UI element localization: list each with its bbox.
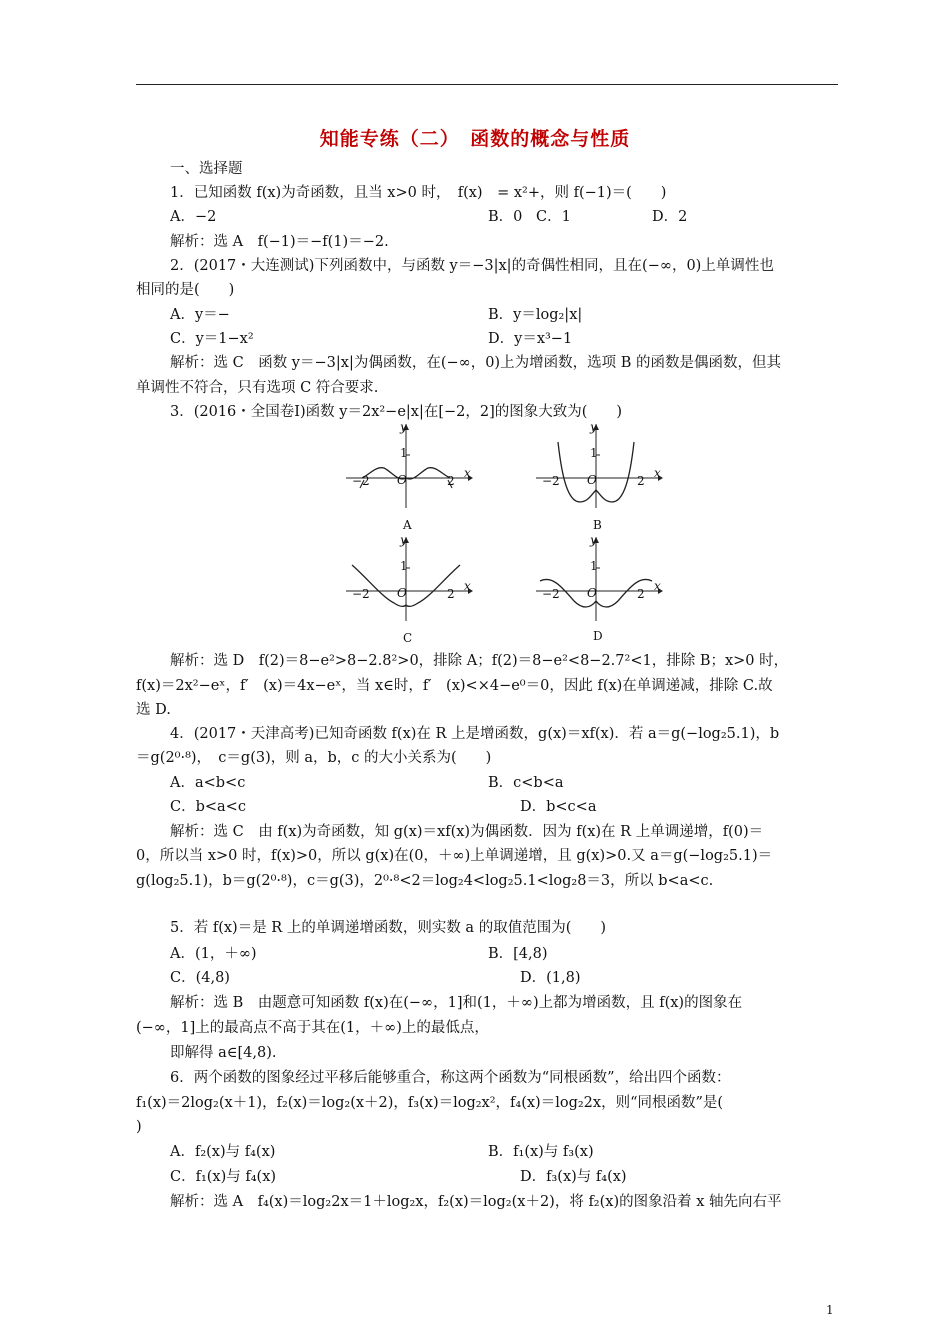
q4-answer-line1: 解析：选 C 由 f(x)为奇函数，知 g(x)＝xf(x)为偶函数．因为 f(x)在 R 上单调递增，f(0)＝ bbox=[170, 824, 764, 840]
q4-stem-line1: 4．(2017・天津高考)已知奇函数 f(x)在 R 上是增函数，g(x)＝xf(x)．若 a＝g(−log₂5.1)，b bbox=[170, 726, 780, 742]
q4-stem-line2: ＝g(2⁰·⁸)， c＝g(3)，则 a，b，c 的大小关系为( ) bbox=[136, 750, 492, 766]
graph-c bbox=[342, 533, 474, 645]
graph-b-tick-2: 2 bbox=[637, 474, 645, 488]
graph-d-y-label: y bbox=[590, 533, 597, 547]
q2-stem-line1: 2．(2017・大连测试)下列函数中，与函数 y＝−3|x|的奇偶性相同，且在(−∞，0)上单调性也 bbox=[170, 258, 774, 274]
q5-option-c: C．(4,8) bbox=[170, 970, 230, 986]
q5-answer-line2: (−∞，1]上的最高点不高于其在(1，＋∞)上的最低点， bbox=[136, 1020, 489, 1036]
graph-d-x-label: x bbox=[654, 579, 661, 593]
q4-option-b: B．c<b<a bbox=[488, 775, 564, 791]
graph-c-caption: C bbox=[403, 631, 413, 645]
q6-stem-line2: f₁(x)＝2log₂(x＋1)，f₂(x)＝log₂(x＋2)，f₃(x)＝log₂x²，f₄(x)＝log₂2x，则“同根函数”是( bbox=[136, 1095, 724, 1111]
graph-a-y-label: y bbox=[400, 420, 407, 434]
graph-b-x-label: x bbox=[654, 466, 661, 480]
q4-answer-line3: g(log₂5.1)，b＝g(2⁰·⁸)，c＝g(3)，2⁰·⁸<2＝log₂4<log₂5.1<log₂8＝3，所以 b<a<c. bbox=[136, 873, 714, 889]
q4-option-c: C．b<a<c bbox=[170, 799, 246, 815]
graph-c-origin: O bbox=[397, 586, 407, 600]
q6-stem-line1: 6．两个函数的图象经过平移后能够重合，称这两个函数为“同根函数”，给出四个函数： bbox=[170, 1070, 731, 1086]
q3-answer-line2: f(x)＝2x²−eˣ，f′ (x)＝4x−eˣ，当 x∈时，f′ (x)<×4−e⁰＝0，因此 f(x)在单调递减，排除 C.故 bbox=[136, 678, 773, 694]
q5-answer-line3: 即解得 a∈[4,8). bbox=[170, 1045, 277, 1061]
q2-option-b: B．y＝log₂|x| bbox=[488, 307, 583, 323]
graph-c-tick-neg2: −2 bbox=[352, 587, 370, 601]
page-number: 1 bbox=[826, 1303, 834, 1317]
q5-option-b: B．[4,8) bbox=[488, 946, 548, 962]
graph-b-origin: O bbox=[587, 473, 597, 487]
q1-answer: 解析：选 A f(−1)＝−f(1)＝−2. bbox=[170, 234, 389, 250]
q5-option-d: D．(1,8) bbox=[520, 970, 581, 986]
q6-answer-line1: 解析：选 A f₄(x)＝log₂2x＝1＋log₂x，f₂(x)＝log₂(x＋2)，将 f₂(x)的图象沿着 x 轴先向右平 bbox=[170, 1194, 782, 1210]
graph-a bbox=[342, 420, 474, 532]
q5-option-a: A．(1，＋∞) bbox=[170, 946, 257, 962]
q6-option-c: C．f₁(x)与 f₄(x) bbox=[170, 1169, 277, 1185]
graph-c-x-label: x bbox=[464, 579, 471, 593]
q1-option-a: A．−2 bbox=[170, 209, 217, 225]
graph-c-tick-1: 1 bbox=[400, 559, 408, 573]
q2-answer-line2: 单调性不符合，只有选项 C 符合要求. bbox=[136, 380, 379, 396]
q3-answer-line1: 解析：选 D f(2)＝8−e²>8−2.8²>0，排除 A；f(2)＝8−e²<8−2.7²<1，排除 B；x>0 时， bbox=[170, 653, 789, 669]
graph-b bbox=[532, 420, 664, 532]
graph-b-caption: B bbox=[593, 518, 602, 532]
graph-d-tick-1: 1 bbox=[590, 559, 598, 573]
graph-c-y-label: y bbox=[400, 533, 407, 547]
graph-c-tick-2: 2 bbox=[447, 587, 455, 601]
graph-a-caption: A bbox=[403, 518, 412, 532]
q6-option-d: D．f₃(x)与 f₄(x) bbox=[520, 1169, 627, 1185]
q6-stem-line3: ) bbox=[136, 1119, 142, 1135]
graph-a-x-label: x bbox=[464, 466, 471, 480]
q3-answer-line3: 选 D. bbox=[136, 702, 171, 718]
q4-answer-line2: 0，所以当 x>0 时，f(x)>0，所以 g(x)在(0，＋∞)上单调递增，且 g(x)>0.又 a＝g(−log₂5.1)＝ bbox=[136, 848, 773, 864]
graph-d-tick-2: 2 bbox=[637, 587, 645, 601]
q2-option-d: D．y＝x³−1 bbox=[488, 331, 573, 347]
q1-option-b: B．0 bbox=[488, 209, 523, 225]
q4-option-d: D．b<c<a bbox=[520, 799, 597, 815]
q2-stem-line2: 相同的是( ) bbox=[136, 282, 235, 298]
q1-stem: 1．已知函数 f(x)为奇函数，且当 x>0 时， f(x) = x²+，则 f(−1)＝( ) bbox=[170, 185, 667, 201]
q5-stem: 5．若 f(x)＝是 R 上的单调递增函数，则实数 a 的取值范围为( ) bbox=[170, 920, 607, 936]
q1-option-c: C．1 bbox=[536, 209, 571, 225]
q2-option-c: C．y＝1−x² bbox=[170, 331, 254, 347]
q6-option-a: A．f₂(x)与 f₄(x) bbox=[170, 1144, 276, 1160]
graph-a-tick-2: 2 bbox=[447, 474, 455, 488]
section-heading: 一、选择题 bbox=[170, 161, 243, 177]
q4-option-a: A．a<b<c bbox=[170, 775, 246, 791]
q6-option-b: B．f₁(x)与 f₃(x) bbox=[488, 1144, 594, 1160]
q2-answer-line1: 解析：选 C 函数 y＝−3|x|为偶函数，在(−∞，0)上为增函数，选项 B 的函数是偶函数，但其 bbox=[170, 355, 781, 371]
graph-d-tick-neg2: −2 bbox=[542, 587, 560, 601]
page-title: 知能专练（二） 函数的概念与性质 bbox=[319, 128, 631, 150]
graph-d-origin: O bbox=[587, 586, 597, 600]
q3-stem: 3．(2016・全国卷Ⅰ)函数 y＝2x²−e|x|在[−2，2]的图象大致为( ) bbox=[170, 404, 623, 420]
graph-d-caption: D bbox=[593, 629, 603, 643]
graph-d bbox=[532, 533, 664, 643]
graph-a-tick-neg2: −2 bbox=[352, 474, 370, 488]
q1-option-d: D．2 bbox=[652, 209, 688, 225]
q2-option-a: A．y＝− bbox=[170, 307, 230, 323]
graph-b-tick-1: 1 bbox=[590, 446, 598, 460]
graph-a-origin: O bbox=[397, 473, 407, 487]
graph-b-y-label: y bbox=[590, 420, 597, 434]
header-rule bbox=[136, 84, 838, 85]
q5-answer-line1: 解析：选 B 由题意可知函数 f(x)在(−∞，1]和(1，＋∞)上都为增函数，且 f(x)的图象在 bbox=[170, 995, 743, 1011]
graph-a-tick-1: 1 bbox=[400, 446, 408, 460]
graph-b-tick-neg2: −2 bbox=[542, 474, 560, 488]
